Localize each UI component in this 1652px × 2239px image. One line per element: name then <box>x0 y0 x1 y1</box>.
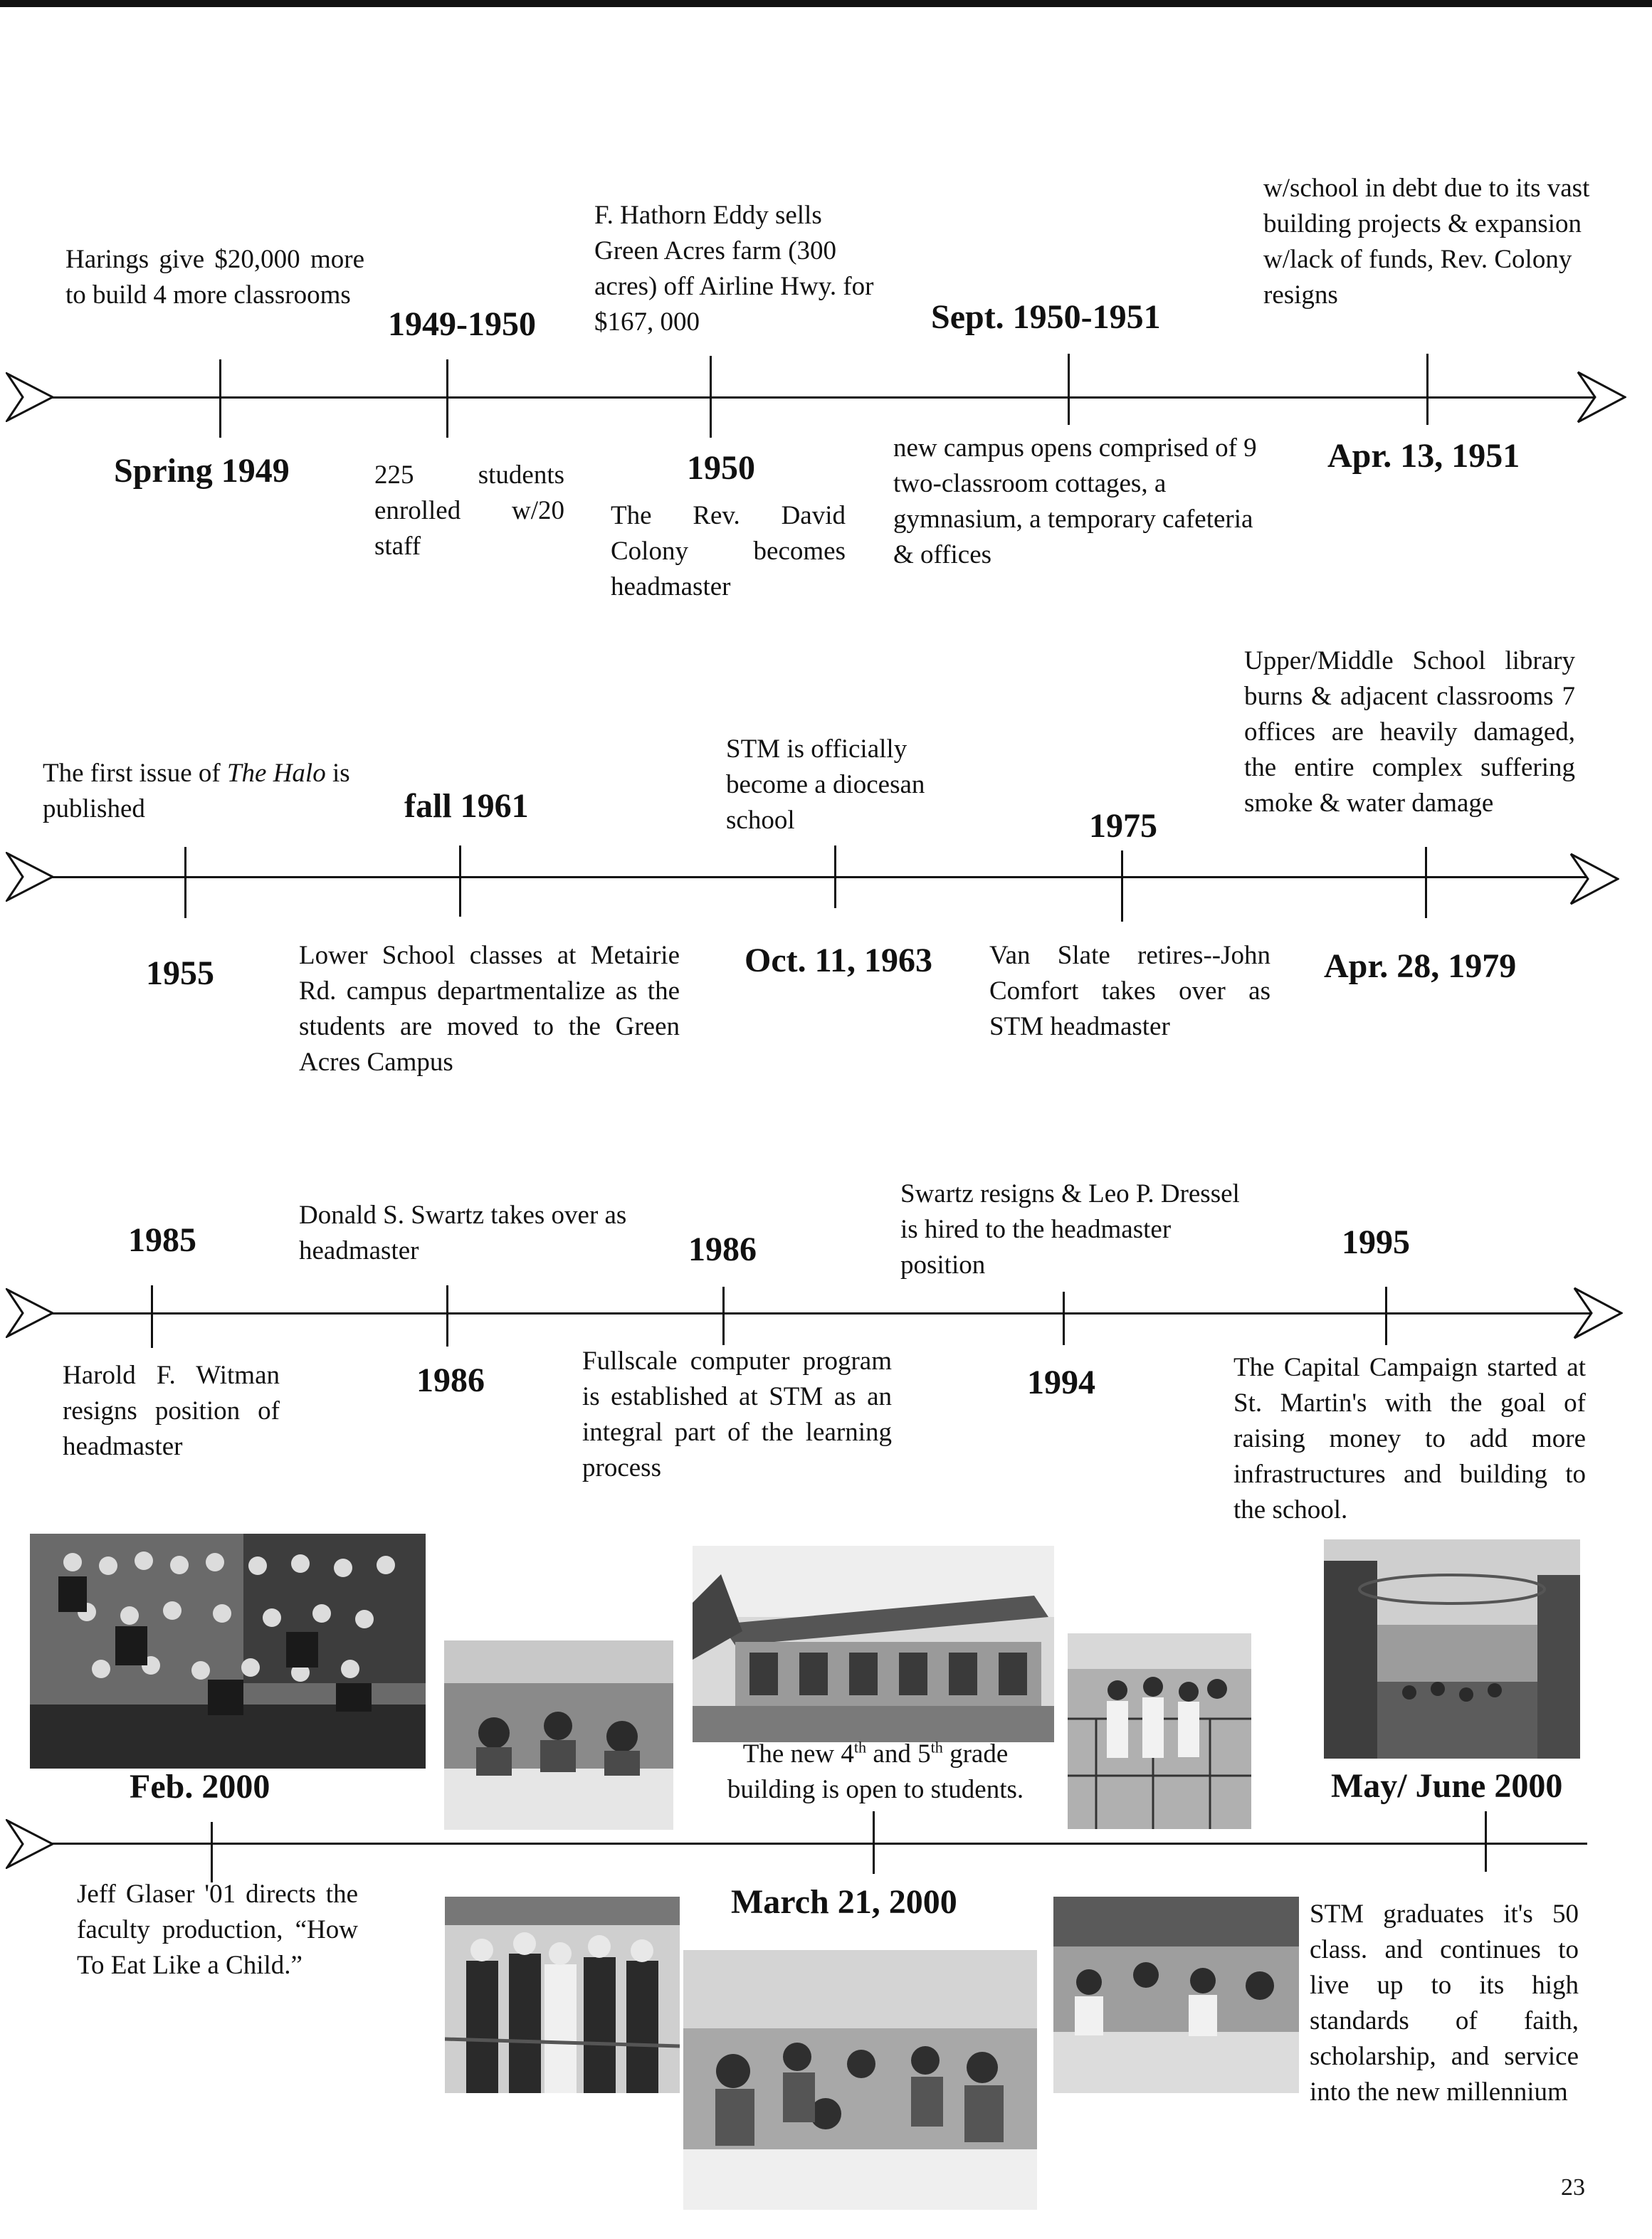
event-description: F. Hathorn Eddy sells Green Acres farm (300 acres) off Airline Hwy. for $167, 000 <box>594 201 874 337</box>
event-tick <box>459 845 461 917</box>
event-description: Harold F. Witman resigns position of headmaster <box>63 1361 280 1461</box>
event-date: 1995 <box>1342 1223 1410 1261</box>
group-photo-faculty-production <box>30 1534 426 1769</box>
event-description-text: The first issue of <box>43 759 227 788</box>
timeline-axis <box>28 396 1598 399</box>
event-description: STM graduates it's 50 class. and continues to live up to its high standards of faith, scholarship, and service into the new millennium <box>1310 1900 1579 2107</box>
event-date: 1975 <box>1089 807 1157 845</box>
event-description-text: and 5 <box>866 1739 931 1769</box>
event-tick <box>219 359 221 438</box>
event-date: March 21, 2000 <box>731 1883 957 1921</box>
superscript: th <box>853 1738 867 1756</box>
event-tick <box>446 1285 448 1347</box>
event-description: Donald S. Swartz takes over as headmaster <box>299 1201 627 1265</box>
event-description <box>43 756 356 827</box>
event-date: 1985 <box>128 1221 196 1259</box>
top-border <box>0 0 1652 7</box>
event-description-text: is published <box>43 759 350 823</box>
photo-new-grade-building <box>693 1546 1054 1742</box>
event-tick <box>446 359 448 438</box>
event-description: Fullscale computer program is established at STM as an integral part of the learning process <box>582 1347 892 1482</box>
event-tick <box>211 1822 213 1882</box>
event-date: 1950 <box>687 449 755 487</box>
timeline-head-arrow-icon <box>1573 1287 1623 1339</box>
event-tick <box>1485 1811 1487 1872</box>
timeline-tail-arrow-icon <box>6 1288 54 1338</box>
page-number: 23 <box>1561 2174 1585 2201</box>
event-date: 1955 <box>146 954 214 992</box>
event-tick <box>710 356 712 438</box>
event-description: The Rev. David Colony becomes headmaster <box>611 501 846 601</box>
event-tick <box>1385 1287 1387 1345</box>
photo-ribbon-cutting <box>445 1897 680 2093</box>
event-date: Apr. 13, 1951 <box>1327 437 1520 475</box>
event-description: Van Slate retires--John Comfort takes over as STM headmaster <box>989 941 1270 1041</box>
event-date: Sept. 1950-1951 <box>931 298 1161 336</box>
event-tick <box>1063 1292 1065 1345</box>
event-description: 225 students enrolled w/20 staff <box>374 460 564 561</box>
timeline-axis <box>28 1843 1587 1845</box>
event-date: 1994 <box>1027 1364 1095 1401</box>
event-description-text: grade building is open to students. <box>727 1739 1024 1804</box>
publication-title: The Halo <box>226 759 326 788</box>
event-date: fall 1961 <box>404 787 529 825</box>
timeline-head-arrow-icon <box>1569 853 1619 905</box>
event-tick <box>184 847 186 918</box>
event-description: Swartz resigns & Leo P. Dressel is hired to the headmaster position <box>900 1179 1240 1280</box>
timeline-head-arrow-icon <box>1577 371 1626 423</box>
event-tick <box>1068 354 1070 425</box>
event-description-text: The new 4 <box>742 1739 854 1769</box>
event-description: w/school in debt due to its vast building projects & expansion w/lack of funds, Rev. Colony resigns <box>1263 174 1590 310</box>
event-date: Apr. 28, 1979 <box>1324 947 1517 985</box>
event-date: Oct. 11, 1963 <box>745 942 932 979</box>
event-tick <box>1121 850 1123 922</box>
event-description: STM is officially become a diocesan school <box>726 734 925 835</box>
photo-graduation-ceremony <box>1324 1539 1580 1759</box>
event-description: new campus opens comprised of 9 two-classroom cottages, a gymnasium, a temporary cafeteria & offices <box>893 433 1257 569</box>
event-description: Jeff Glaser '01 directs the faculty production, “How To Eat Like a Child.” <box>77 1880 358 1980</box>
timeline-tail-arrow-icon <box>6 372 54 422</box>
event-description <box>705 1737 1046 1808</box>
event-description: The Capital Campaign started at St. Martin's with the goal of raising money to add more infrastructures and building to the school. <box>1233 1353 1586 1524</box>
event-tick <box>834 845 836 908</box>
photo-cafeteria-students <box>683 1950 1037 2210</box>
event-date: 1986 <box>688 1231 757 1268</box>
event-description: Lower School classes at Metairie Rd. campus departmentalize as the students are moved to the Green Acres Campus <box>299 941 680 1077</box>
photo-classroom-students <box>444 1640 673 1830</box>
timeline-axis <box>28 1312 1594 1315</box>
event-description: Harings give $20,000 more to build 4 more classrooms <box>65 245 364 310</box>
event-tick <box>722 1287 725 1345</box>
event-tick <box>1426 354 1429 425</box>
event-date: Feb. 2000 <box>130 1768 270 1806</box>
timeline-tail-arrow-icon <box>6 852 54 902</box>
timeline-tail-arrow-icon <box>6 1819 54 1869</box>
event-tick <box>1425 847 1427 918</box>
event-tick <box>873 1811 875 1874</box>
photo-students-on-balcony <box>1068 1633 1251 1829</box>
superscript: th <box>930 1738 943 1756</box>
event-tick <box>151 1285 153 1348</box>
event-description: Upper/Middle School library burns & adjacent classrooms 7 offices are heavily damaged, the entire complex suffering smoke & water damage <box>1244 646 1575 818</box>
photo-students-classroom-work <box>1053 1897 1299 2093</box>
event-date: 1949-1950 <box>388 305 536 343</box>
event-date: 1986 <box>416 1361 485 1399</box>
event-date: May/ June 2000 <box>1331 1767 1563 1805</box>
timeline-axis <box>28 876 1594 878</box>
event-date: Spring 1949 <box>114 452 290 490</box>
